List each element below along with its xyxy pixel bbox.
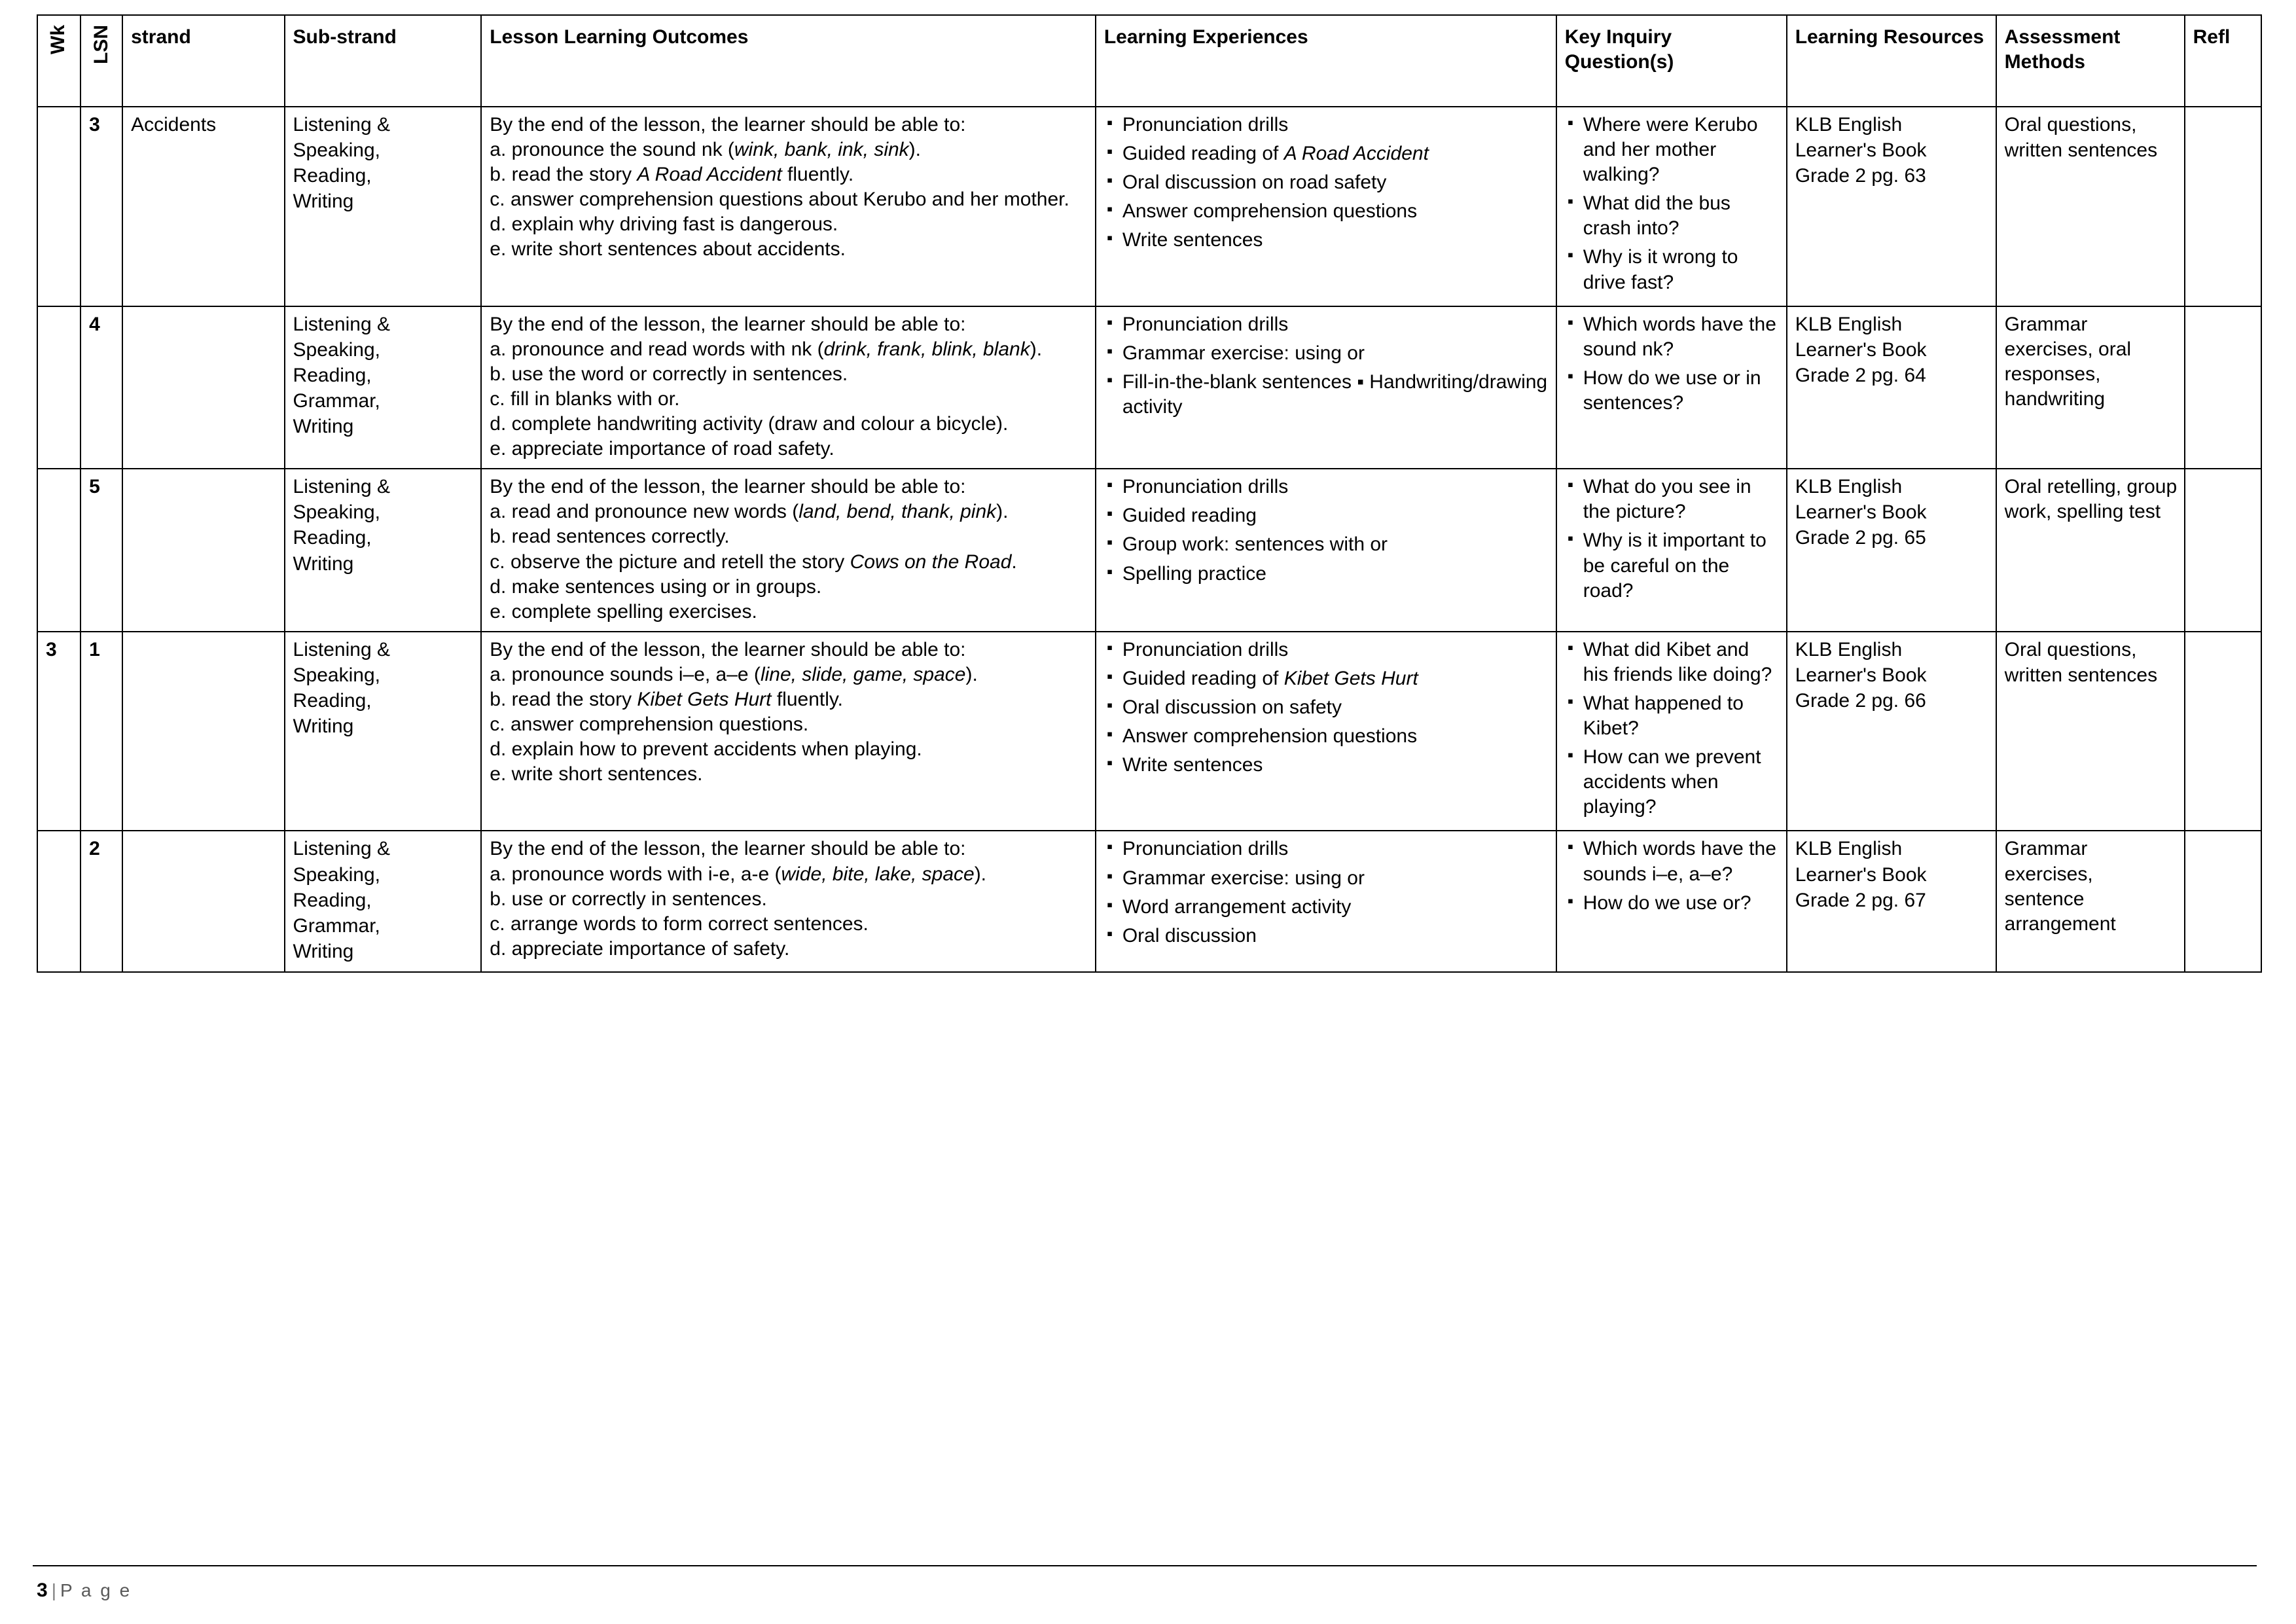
learning-experience-item: ▪ Guided reading of A Road Accident <box>1104 141 1549 166</box>
column-header-learning-resources: Learning Resources <box>1787 15 1996 107</box>
key-inquiry-question-item: ▪ What did the bus crash into? <box>1565 191 1780 241</box>
cell-substrand: Listening & Speaking, Reading, Writing <box>285 469 482 632</box>
column-header-wk: Wk <box>37 15 81 107</box>
cell-key-inquiry-questions <box>1556 107 1787 306</box>
cell-substrand: Listening & Speaking, Reading, Writing <box>285 632 482 831</box>
cell-strand <box>122 469 284 632</box>
table-row <box>37 632 2261 831</box>
learning-experience-item: ▪ Pronunciation drills <box>1104 312 1549 337</box>
cell-assessment-methods: Grammar exercises, oral responses, handwriting <box>1996 306 2185 469</box>
cell-reflection <box>2185 831 2261 971</box>
cell-key-inquiry-questions <box>1556 632 1787 831</box>
column-header-key-inquiry-questions: Key Inquiry Question(s) <box>1556 15 1787 107</box>
learning-experience-item: ▪ Pronunciation drills <box>1104 475 1549 499</box>
learning-experience-item: ▪ Pronunciation drills <box>1104 638 1549 662</box>
footer-divider <box>33 1565 2257 1566</box>
cell-reflection <box>2185 632 2261 831</box>
cell-lesson-learning-outcomes: By the end of the lesson, the learner should be able to: a. read and pronounce new words (land, bend, thank, pink). b. read sentences correctly. c. observe the picture and retell the story Cows on the Road. d. make sentences using or in groups. e. complete spelling exercises. <box>481 469 1096 632</box>
cell-assessment-methods: Oral questions, written sentences <box>1996 107 2185 306</box>
table-row <box>37 831 2261 971</box>
column-header-lesson-learning-outcomes: Lesson Learning Outcomes <box>481 15 1096 107</box>
key-inquiry-question-item: ▪ What do you see in the picture? <box>1565 475 1780 524</box>
table-row <box>37 306 2261 469</box>
key-inquiry-question-item: ▪ What did Kibet and his friends like doing? <box>1565 638 1780 687</box>
column-header-substrand: Sub-strand <box>285 15 482 107</box>
learning-experience-item: ▪ Guided reading <box>1104 503 1549 528</box>
key-inquiry-question-item: ▪ What happened to Kibet? <box>1565 691 1780 741</box>
cell-reflection <box>2185 107 2261 306</box>
key-inquiry-question-item: ▪ Which words have the sounds i–e, a–e? <box>1565 837 1780 886</box>
learning-experience-item: ▪ Answer comprehension questions <box>1104 724 1549 749</box>
cell-assessment-methods: Oral retelling, group work, spelling test <box>1996 469 2185 632</box>
cell-week <box>37 306 81 469</box>
learning-experience-item: ▪ Oral discussion <box>1104 924 1549 948</box>
learning-experience-item: ▪ Grammar exercise: using or <box>1104 341 1549 366</box>
cell-strand <box>122 306 284 469</box>
page-footer <box>37 1579 132 1602</box>
learning-experience-item: ▪ Group work: sentences with or <box>1104 532 1549 557</box>
table-row <box>37 469 2261 632</box>
key-inquiry-question-item: ▪ How do we use or? <box>1565 891 1780 916</box>
learning-experience-item: ▪ Oral discussion on safety <box>1104 695 1549 720</box>
cell-lesson-number: 4 <box>81 306 122 469</box>
cell-strand: Accidents <box>122 107 284 306</box>
scheme-of-work-table <box>37 14 2262 973</box>
cell-lesson-number: 5 <box>81 469 122 632</box>
cell-lesson-learning-outcomes: By the end of the lesson, the learner should be able to: a. pronounce words with i-e, a-e (wide, bite, lake, space). b. use or correctly in sentences. c. arrange words to form correct sentences. d. appreciate importance of safety. <box>481 831 1096 971</box>
learning-experience-item: ▪ Write sentences <box>1104 753 1549 778</box>
cell-assessment-methods: Oral questions, written sentences <box>1996 632 2185 831</box>
cell-strand <box>122 632 284 831</box>
cell-key-inquiry-questions <box>1556 306 1787 469</box>
cell-strand <box>122 831 284 971</box>
cell-lesson-learning-outcomes: By the end of the lesson, the learner should be able to: a. pronounce sounds i–e, a–e (line, slide, game, space). b. read the story Kibet Gets Hurt fluently. c. answer comprehension questions. d. explain how to prevent accidents when playing. e. write short sentences. <box>481 632 1096 831</box>
cell-assessment-methods: Grammar exercises, sentence arrangement <box>1996 831 2185 971</box>
cell-learning-resources: KLB English Learner's Book Grade 2 pg. 63 <box>1787 107 1996 306</box>
cell-learning-experiences <box>1096 306 1556 469</box>
learning-experience-item: ▪ Answer comprehension questions <box>1104 199 1549 224</box>
table-body <box>37 107 2261 972</box>
cell-learning-experiences <box>1096 107 1556 306</box>
cell-learning-experiences <box>1096 831 1556 971</box>
cell-learning-experiences <box>1096 469 1556 632</box>
table-row <box>37 107 2261 306</box>
cell-week <box>37 469 81 632</box>
footer-page-label: P a g e <box>60 1580 132 1600</box>
column-header-refl: Refl <box>2185 15 2261 107</box>
column-header-assessment-methods: Assessment Methods <box>1996 15 2185 107</box>
cell-week: 3 <box>37 632 81 831</box>
cell-learning-experiences <box>1096 632 1556 831</box>
footer-page-number: 3 <box>37 1579 48 1601</box>
cell-substrand: Listening & Speaking, Reading, Grammar, Writing <box>285 306 482 469</box>
cell-learning-resources: KLB English Learner's Book Grade 2 pg. 64 <box>1787 306 1996 469</box>
learning-experience-item: ▪ Grammar exercise: using or <box>1104 866 1549 891</box>
cell-week <box>37 107 81 306</box>
cell-lesson-learning-outcomes: By the end of the lesson, the learner should be able to: a. pronounce and read words with nk (drink, frank, blink, blank). b. use the word or correctly in sentences. c. fill in blanks with or. d. complete handwriting activity (draw and colour a bicycle). e. appreciate importance of road safety. <box>481 306 1096 469</box>
cell-reflection <box>2185 306 2261 469</box>
column-header-learning-experiences: Learning Experiences <box>1096 15 1556 107</box>
learning-experience-item: ▪ Guided reading of Kibet Gets Hurt <box>1104 666 1549 691</box>
cell-week <box>37 831 81 971</box>
cell-learning-resources: KLB English Learner's Book Grade 2 pg. 65 <box>1787 469 1996 632</box>
learning-experience-item: ▪ Fill-in-the-blank sentences ▪ Handwriting/drawing activity <box>1104 370 1549 420</box>
column-header-lsn: LSN <box>81 15 122 107</box>
cell-lesson-number: 3 <box>81 107 122 306</box>
table-header-row <box>37 15 2261 107</box>
key-inquiry-question-item: ▪ Why is it important to be careful on the road? <box>1565 528 1780 603</box>
cell-substrand: Listening & Speaking, Reading, Writing <box>285 107 482 306</box>
cell-substrand: Listening & Speaking, Reading, Grammar, Writing <box>285 831 482 971</box>
cell-lesson-number: 1 <box>81 632 122 831</box>
cell-lesson-learning-outcomes: By the end of the lesson, the learner should be able to: a. pronounce the sound nk (wink, bank, ink, sink). b. read the story A Road Accident fluently. c. answer comprehension questions about Kerubo and her mother. d. explain why driving fast is dangerous. e. write short sentences about accidents. <box>481 107 1096 306</box>
learning-experience-item: ▪ Pronunciation drills <box>1104 837 1549 861</box>
footer-separator: | <box>51 1580 56 1600</box>
cell-learning-resources: KLB English Learner's Book Grade 2 pg. 66 <box>1787 632 1996 831</box>
cell-lesson-number: 2 <box>81 831 122 971</box>
column-header-strand: strand <box>122 15 284 107</box>
learning-experience-item: ▪ Pronunciation drills <box>1104 113 1549 137</box>
learning-experience-item: ▪ Write sentences <box>1104 228 1549 253</box>
cell-learning-resources: KLB English Learner's Book Grade 2 pg. 67 <box>1787 831 1996 971</box>
cell-reflection <box>2185 469 2261 632</box>
key-inquiry-question-item: ▪ How can we prevent accidents when playing? <box>1565 745 1780 820</box>
learning-experience-item: ▪ Oral discussion on road safety <box>1104 170 1549 195</box>
key-inquiry-question-item: ▪ How do we use or in sentences? <box>1565 366 1780 416</box>
cell-key-inquiry-questions <box>1556 469 1787 632</box>
learning-experience-item: ▪ Word arrangement activity <box>1104 895 1549 920</box>
learning-experience-item: ▪ Spelling practice <box>1104 562 1549 586</box>
key-inquiry-question-item: ▪ Where were Kerubo and her mother walking? <box>1565 113 1780 187</box>
key-inquiry-question-item: ▪ Why is it wrong to drive fast? <box>1565 245 1780 295</box>
key-inquiry-question-item: ▪ Which words have the sound nk? <box>1565 312 1780 362</box>
cell-key-inquiry-questions <box>1556 831 1787 971</box>
